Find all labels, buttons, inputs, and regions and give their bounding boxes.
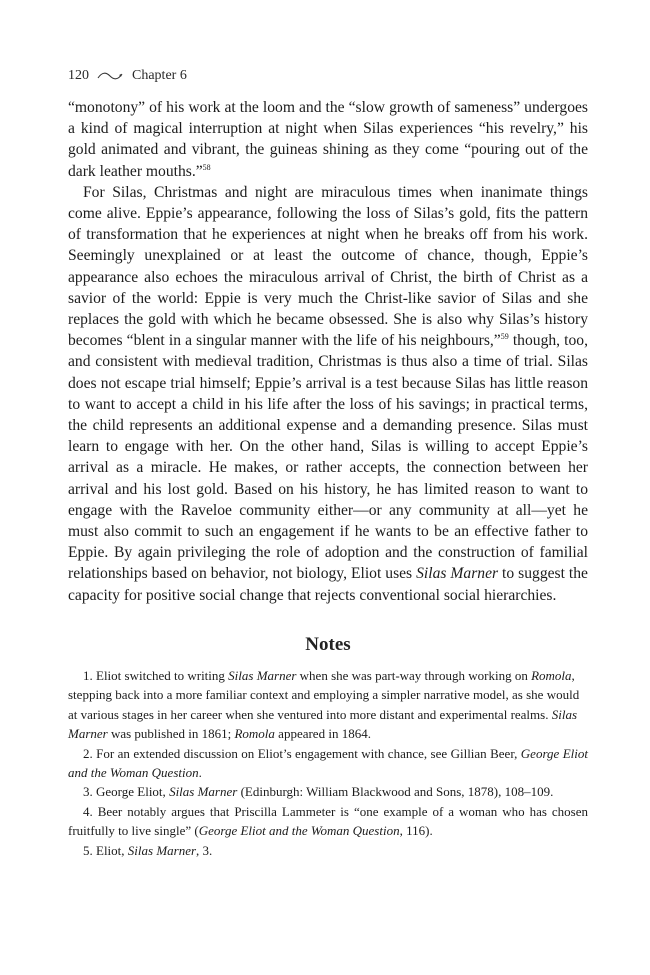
- chapter-label: Chapter 6: [132, 68, 187, 83]
- book-title: George Eliot and the Woman Question: [68, 745, 588, 781]
- book-title: Silas Marner: [169, 784, 238, 800]
- note-item: 4. Beer notably argues that Priscilla Lammeter is “one example of a woman who has chosen fruitfully to live single” (George Eliot and the Woman Question, 116).: [68, 803, 588, 839]
- notes-section: [68, 666, 588, 860]
- note-item: 2. For an extended discussion on Eliot’s engagement with chance, see Gillian Beer, George Eliot and the Woman Question.: [68, 745, 588, 781]
- book-title: Silas Marner: [127, 842, 197, 858]
- footnote-ref: 59: [500, 332, 509, 342]
- notes-heading: Notes: [305, 634, 351, 655]
- page-number: 120: [68, 68, 89, 83]
- book-title: Silas Marner: [228, 668, 297, 683]
- running-header: [68, 66, 187, 86]
- swash-ornament-icon: [97, 71, 123, 81]
- book-title: Romola: [234, 726, 275, 742]
- book-title: Silas Marner: [68, 706, 578, 742]
- note-item: 3. George Eliot, Silas Marner (Edinburgh: William Blackwood and Sons, 1878), 108–109.: [83, 784, 554, 800]
- note-item: 5. Eliot, Silas Marner, 3.: [83, 842, 213, 858]
- footnote-ref: 58: [202, 162, 211, 172]
- body-paragraph: “monotony” of his work at the loom and the “slow growth of sameness” undergoes a kind of magical interruption at night when Silas experiences “his revelry,” his gold animated and vibrant, the guineas shining as they come “pouring out of the dark leather mouths.”$^{58}$: [68, 99, 588, 180]
- book-title: George Eliot and the Woman Question: [198, 823, 400, 839]
- body-text: [68, 97, 588, 606]
- body-paragraph: For Silas, Christmas and night are miraculous times when inanimate things come alive. Eppie’s appearance, following the loss of Silas’s gold, fits the pattern of transformation that he experiences at night when he breaks off from his work. Seemingly unexplained or at least the outcome of chance, though, Eppie’s appearance also echoes the miraculous arrival of Christ, the birth of Christ as a savior of the world: Eppie is very much the Christ-like savior of Silas and she replaces the gold with which he became obsessed. She is also why Silas’s history becomes “blent in a singular manner with the life of his neighbours,”$^{59}$ though, too, and consistent with medieval tradition, Christmas is thus also a time of trial. Silas does not escape trial himself; Eppie’s arrival is a test because Silas has little reason to want to accept a child in his life after the loss of his savings; in practical terms, the child represents an additional expense and a demanding presence. Silas must learn to engage with her. On the other hand, Silas is willing to accept Eppie’s arrival as a miracle. He makes, or rather accepts, the connection between her arrival and his lost gold. Based on his history, he has limited reason to want to engage with the Raveloe community either—or any community at all—yet he must also commit to such an engagement if he wants to be an effective father to Eppie. By again privileging the role of adoption and the construction of familial relationships based on behavior, not biology, Eliot uses Silas Marner to suggest the capacity for positive social change that rejects conventional social hierarchies.: [68, 183, 588, 604]
- note-item: 1. Eliot switched to writing Silas Marner when she was part-way through working on Romola, stepping back into a more familiar context and employing a simpler narrative model, as she would at various stages in her career when she ventured into more distant and experimental realms. Silas Marner was published in 1861; Romola appeared in 1864.: [68, 668, 580, 742]
- book-title: Romola: [531, 668, 572, 683]
- book-title: Silas Marner: [416, 565, 499, 583]
